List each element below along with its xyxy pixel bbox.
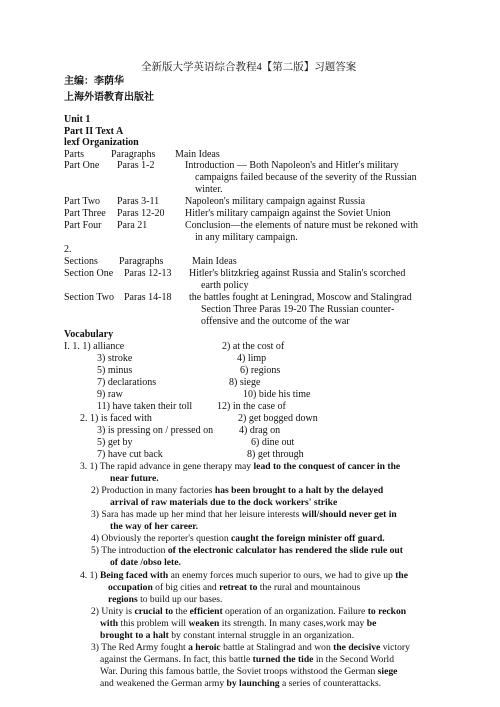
exercise-paragraph-line xyxy=(91,606,406,618)
exercise-paragraph-line xyxy=(100,654,394,666)
answer-text: the xyxy=(395,570,409,581)
answer-text: Being faced with xyxy=(99,570,169,581)
exercise-sentence xyxy=(80,461,400,473)
answer-text: of the electronic calculator has rendered the slide rule out xyxy=(167,545,403,556)
part-heading: Part II Text A xyxy=(64,126,124,137)
answer-text: retreat to xyxy=(219,582,258,593)
org2-row-idea: Hitler's blitzkrieg against Russia and Stalin's scorched xyxy=(189,268,406,279)
org1-row-part: Part Four xyxy=(64,220,102,231)
answer-text: siege xyxy=(377,666,398,677)
org1-row-paras: Paras 3-11 xyxy=(117,196,160,207)
sentence-text: operation of an organization. Failure xyxy=(222,606,368,617)
org1-header-main-ideas: Main Ideas xyxy=(175,149,220,160)
org2-row-idea: Section Three Paras 19-20 The Russian counter- xyxy=(201,304,395,315)
vocab-item: 12) in the case of xyxy=(217,401,286,412)
org2-header-sections: Sections xyxy=(64,256,98,267)
org1-header-paragraphs: Paragraphs xyxy=(111,149,156,160)
exercise-paragraph-line xyxy=(91,642,410,654)
sentence-text: the xyxy=(173,606,190,617)
sentence-text: 2) Unity is xyxy=(91,606,135,617)
sentence-text: 4) Obviously the reporter's question xyxy=(91,533,232,544)
sentence-text: victory xyxy=(380,642,410,653)
answer-text: efficient xyxy=(189,606,223,617)
unit-heading: Unit 1 xyxy=(64,114,91,125)
section-heading: lexf Organization xyxy=(64,137,139,148)
answer-text: arrival of raw materials due to the dock workers' strike xyxy=(110,497,338,508)
answer-text: brought to a halt xyxy=(100,630,169,641)
answer-text: of date /obso lete. xyxy=(110,557,181,568)
answer-text: turned the tide xyxy=(252,654,314,665)
sentence-text: 3) The Red Army fought xyxy=(91,642,189,653)
sentence-text: an enemy forces much superior to ours, we had to give up xyxy=(168,570,396,581)
vocab-item: 5) minus xyxy=(97,365,133,376)
org1-row-part: Part Three xyxy=(64,208,106,219)
sentence-text: this problem will xyxy=(118,618,189,629)
org1-row-part: Part One xyxy=(64,160,100,171)
org1-row-paras: Paras 12-20 xyxy=(117,208,165,219)
sentence-text: a series of counterattacks. xyxy=(279,678,382,689)
sentence-text: in the Second World xyxy=(313,654,395,665)
vocab-item: 5) get by xyxy=(97,437,133,448)
org1-header-parts: Parts xyxy=(64,149,84,160)
vocabulary-heading: Vocabulary xyxy=(64,329,114,340)
answer-text: crucial to xyxy=(134,606,174,617)
vocab-item: 4) drag on xyxy=(239,425,281,436)
vocab-item: 8) get through xyxy=(247,449,304,460)
answer-text: a heroic xyxy=(188,642,221,653)
vocab-item: 9) raw xyxy=(97,389,123,400)
sentence-text: War. During this famous battle, the Soviet troops withstood the German xyxy=(100,666,378,677)
sentence-text: 2) Production in many factories xyxy=(91,485,215,496)
exercise-paragraph-line xyxy=(100,666,397,678)
org1-row-part: Part Two xyxy=(64,196,101,207)
publisher-line: 上海外语教育出版社 xyxy=(64,92,154,103)
answer-text: the decisive xyxy=(333,642,381,653)
vocab-item: 8) siege xyxy=(229,377,261,388)
org2-row-section: Section Two xyxy=(64,292,114,303)
org2-header-paragraphs: Paragraphs xyxy=(119,256,164,267)
vocab-item: 10) bide his time xyxy=(243,389,311,400)
answer-text: to reckon xyxy=(367,606,407,617)
answer-text: has been brought to a halt by the delayed xyxy=(214,485,384,496)
exercise-sentence xyxy=(91,545,403,557)
sentence-text: battle at Stalingrad and won xyxy=(220,642,334,653)
editor-line: 主编：李荫华 xyxy=(64,76,124,87)
vocab-item: 2) at the cost of xyxy=(222,341,285,352)
org1-row-idea: Introduction — Both Napoleon's and Hitler's military xyxy=(185,160,399,171)
sentence-text: by constant internal struggle in an organization. xyxy=(168,630,355,641)
org1-row-idea: Hitler's military campaign against the Soviet Union xyxy=(185,208,391,219)
document-title: 全新版大学英语综合教程4【第二版】习题答案 xyxy=(141,62,357,73)
vocab-item: 2. 1) is faced with xyxy=(80,413,152,424)
org2-row-idea: offensive and the outcome of the war xyxy=(201,316,350,327)
org1-row-idea: Napoleon's military campaign against Russia xyxy=(185,196,366,207)
org1-row-paras: Para 21 xyxy=(117,220,148,231)
vocab-item: 7) have cut back xyxy=(97,449,163,460)
vocab-item: 6) regions xyxy=(240,365,281,376)
sentence-text: the rural and mountainous xyxy=(257,582,361,593)
answer-text: regions xyxy=(108,594,138,605)
vocab-item: 7) declarations xyxy=(97,377,157,388)
answer-text: with xyxy=(100,618,119,629)
org2-row-idea: earth policy xyxy=(201,280,249,291)
answer-text: the way of her career. xyxy=(110,521,199,532)
exercise-sentence xyxy=(91,533,385,545)
org2-row-section: Section One xyxy=(64,268,114,279)
org1-row-idea: in any military campaign. xyxy=(195,232,298,243)
org2-header-main-ideas: Main Ideas xyxy=(192,256,237,267)
exercise-paragraph-line xyxy=(100,678,381,690)
answer-text: be xyxy=(366,618,377,629)
org1-row-paras: Paras 1-2 xyxy=(117,160,155,171)
vocab-item: 3) stroke xyxy=(97,353,133,364)
vocab-item: 4) limp xyxy=(237,353,267,364)
org2-number: 2. xyxy=(64,244,72,255)
exercise-sentence xyxy=(91,485,383,497)
org1-row-idea: campaigns failed because of the severity of the Russian xyxy=(195,172,417,183)
sentence-text: its strength. In many cases,work may xyxy=(219,618,367,629)
vocab-item: 3) is pressing on / pressed on xyxy=(97,425,214,436)
sentence-text: 5) The introduction xyxy=(91,545,168,556)
vocab-item: 2) get bogged down xyxy=(238,413,318,424)
vocab-item: 6) dine out xyxy=(251,437,295,448)
org2-row-idea: the battles fought at Leningrad, Moscow and Stalingrad xyxy=(189,292,412,303)
org2-row-paras: Paras 14-18 xyxy=(124,292,172,303)
answer-text: caught the foreign minister off guard. xyxy=(231,533,385,544)
answer-text: weaken xyxy=(188,618,220,629)
sentence-text: and weakened the German army xyxy=(100,678,227,689)
exercise-paragraph-line xyxy=(100,630,354,642)
org1-row-idea: winter. xyxy=(195,184,223,195)
exercise-paragraph-line xyxy=(108,582,360,594)
sentence-text: 3) Sara has made up her mind that her leisure interests xyxy=(91,509,302,520)
sentence-text: to build up our bases. xyxy=(137,594,223,605)
sentence-text: of big cities and xyxy=(152,582,220,593)
answer-text: will/should never get in xyxy=(301,509,397,520)
org2-row-paras: Paras 12-13 xyxy=(124,268,172,279)
sentence-text: against the Germans. In fact, this battle xyxy=(100,654,253,665)
org1-row-idea: Conclusion—the elements of nature must be rekoned with xyxy=(185,220,419,231)
exercise-paragraph-line xyxy=(108,594,222,606)
sentence-text: 4. 1) xyxy=(80,570,100,581)
answer-text: by launching xyxy=(226,678,280,689)
vocab-item: 11) have taken their toll xyxy=(97,401,193,412)
answer-text: lead to the conquest of cancer in the xyxy=(253,461,401,472)
answer-text: near future. xyxy=(110,473,159,484)
exercise-paragraph-line xyxy=(100,618,376,630)
exercise-paragraph-line xyxy=(80,570,408,582)
sentence-text: 3. 1) The rapid advance in gene therapy may xyxy=(80,461,254,472)
answer-text: occupation xyxy=(108,582,153,593)
exercise-sentence xyxy=(91,509,397,521)
vocab-item: I. 1. 1) alliance xyxy=(64,341,125,352)
